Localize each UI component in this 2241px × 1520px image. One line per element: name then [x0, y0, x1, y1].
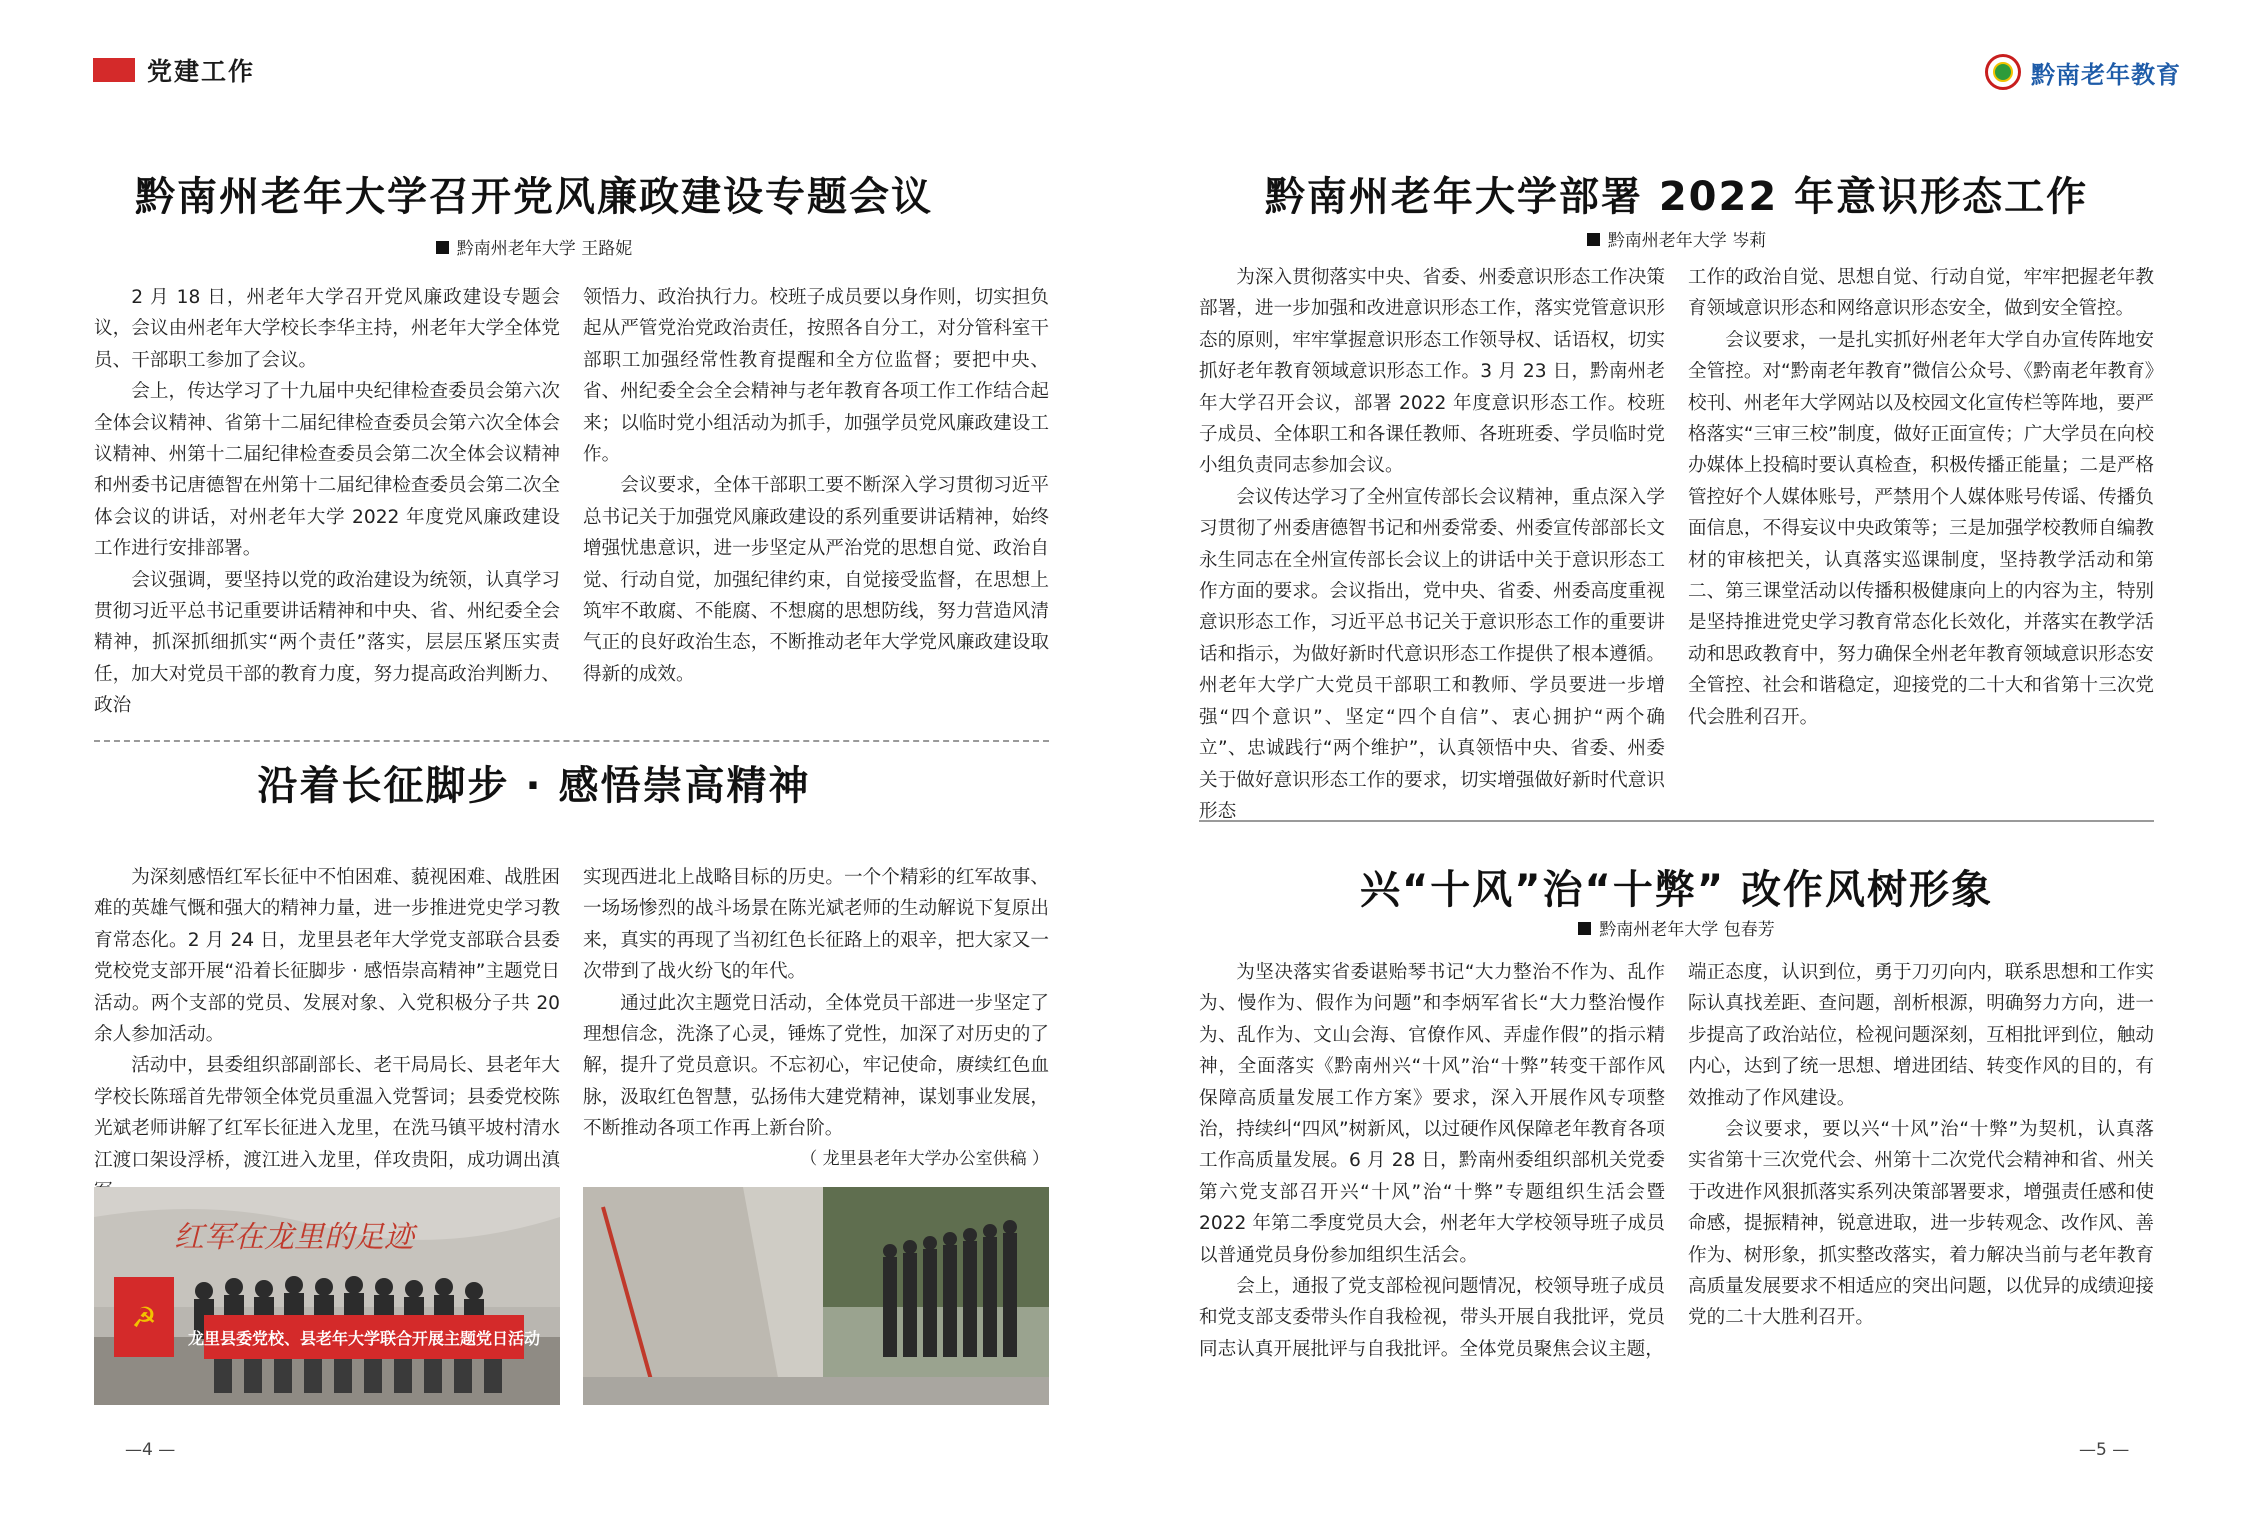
article1-title: 黔南州老年大学召开党风廉政建设专题会议	[135, 174, 933, 220]
article2-paragraph-continued: 实现西进北上战略目标的历史。一个个精彩的红军故事、一场场惨烈的战斗场景在陈光斌老师的生动解说下复原出来，真实的再现了当初红色长征路上的艰辛，把大家又一次带到了战火纷飞的年代。	[583, 867, 1049, 983]
article2-column-2	[583, 862, 1049, 1144]
byline-square-icon	[1587, 233, 1600, 246]
article1-paragraph: 会议要求，全体干部职工要不断深入学习贯彻习近平总书记关于加强党风廉政建设的系列重要讲话精神，始终增强忧患意识，进一步坚定从严治党的思想自觉、政治自觉、行动自觉，加强纪律约束，自觉接受监督，在思想上筑牢不敢腐、不能腐、不想腐的思想防线，努力营造风清气正的良好政治生态，不断推动老年大学党风廉政建设取得新的成效。	[583, 475, 1049, 685]
article4-byline-text: 黔南州老年大学 包春芳	[1599, 920, 1775, 940]
article1-paragraph: 会议强调，要坚持以党的政治建设为统领，认真学习贯彻习近平总书记重要讲话精神和中央、省、州纪委全会精神，抓深抓细抓实“两个责任”落实，层层压紧压实责任，加大对党员干部的教育力度，努力提高政治判断力、政治	[94, 569, 560, 717]
brand-name: 黔南老年教育	[2031, 60, 2181, 89]
article3-paragraph-continued: 工作的政治自觉、思想自觉、行动自觉，牢牢把握老年教育领域意识形态和网络意识形态安全，做到安全管控。	[1688, 267, 2154, 320]
article1-paragraph: 2 月 18 日，州老年大学召开党风廉政建设专题会议，会议由州老年大学校长李华主持，州老年大学全体党员、干部职工参加了会议。	[94, 287, 560, 371]
article2-photo-group	[94, 1187, 560, 1405]
article1-paragraph-continued: 领悟力、政治执行力。校班子成员要以身作则，切实担负起从严管党治党政治责任，按照各自分工，对分管科室干部职工加强经常性教育提醒和全方位监督；要把中央、省、州纪委全会全会精神与老年教育各项工作工作结合起来；以临时党小组活动为抓手，加强学员党风廉政建设工作。	[583, 287, 1049, 466]
article3-byline-text: 黔南州老年大学 岑莉	[1607, 231, 1767, 251]
article1-column-1	[94, 282, 560, 717]
article2-column-1	[94, 862, 560, 1176]
left-page-number: —4 —	[125, 1440, 176, 1460]
article4-column-2	[1688, 957, 2154, 1367]
brand-header	[1985, 54, 2181, 90]
article1-byline-text: 黔南州老年大学 王路妮	[456, 239, 633, 259]
article2-title: 沿着长征脚步 · 感悟崇高精神	[257, 763, 811, 809]
article4-paragraph: 会上，通报了党支部检视问题情况，校领导班子成员和党支部支委带头作自我检视，带头开展自我批评，党员同志认真开展批评与自我批评。全体党员聚焦会议主题，	[1199, 1276, 1665, 1360]
article2-paragraph: 活动中，县委组织部副部长、老干局局长、县老年大学校长陈瑶首先带领全体党员重温入党誓词；县委党校陈光斌老师讲解了红军长征进入龙里，在洗马镇平坡村清水江渡口架设浮桥，渡江进入龙里，佯攻贵阳，成功调出滇	[94, 1055, 560, 1171]
article4-title: 兴“十风”治“十弊” 改作风树形象	[1359, 867, 1994, 913]
article1-byline	[94, 234, 974, 259]
oath-photo-image	[583, 1187, 1049, 1405]
group-photo-image	[94, 1187, 560, 1405]
article2-paragraph: 为深刻感悟红军长征中不怕困难、藐视困难、战胜困难的英雄气慨和强大的精神力量，进一步推进党史学习教育常态化。2 月 24 日，龙里县老年大学党支部联合县委党校党支部开展“沿着长征脚步 · 感悟崇高精神”主题党日活动。两个支部的党员、发展对象、入党积极分子共 20 余人参加活动。	[94, 867, 560, 1046]
article3-title: 黔南州老年大学部署 2022 年意识形态工作	[1264, 174, 2089, 220]
article1-paragraph: 会上，传达学习了十九届中央纪律检查委员会第六次全体会议精神、省第十二届纪律检查委员会第六次全体会议精神、州第十二届纪律检查委员会第二次全体会议精神和州委书记唐德智在州第十二届纪律检查委员会第二次全体会议的讲话，对州老年大学 2022 年度党风廉政建设工作进行安排部署。	[94, 381, 560, 560]
party-emblem-icon: ☭	[131, 1301, 157, 1334]
section-header	[93, 54, 255, 86]
article3-column-1	[1199, 262, 1665, 822]
right-page	[1121, 0, 2241, 1520]
article-divider	[94, 740, 1049, 742]
article1-column-2	[583, 282, 1049, 690]
section-label: 党建工作	[147, 57, 256, 86]
left-page	[0, 0, 1120, 1520]
banner-text: 龙里县委党校、县老年大学联合开展主题党日活动	[187, 1329, 541, 1348]
byline-square-icon	[1578, 922, 1591, 935]
article2-source: （ 龙里县老年大学办公室供稿 ）	[800, 1149, 1049, 1169]
article3-paragraph: 会议传达学习了全州宣传部长会议精神，重点深入学习贯彻了州委唐德智书记和州委常委、州委宣传部部长文永生同志在全州宣传部长会议上的讲话中关于意识形态工作方面的要求。会议指出，党中央、省委、州委高度重视意识形态工作，习近平总书记关于意识形态工作的重要讲话和指示，为做好新时代意识形态工作提供了根本遵循。州老年大学广大党员干部职工和教师、学员要进一步增强“四个意识”、坚定“四个自信”、衷心拥护“两个确立”、忠诚践行“两个维护”，认真领悟中央、省委、州委关于做好意识形态工作的要求，切实增强做好新时代意识形态	[1199, 486, 1665, 822]
article3-paragraph: 为深入贯彻落实中央、省委、州委意识形态工作决策部署，进一步加强和改进意识形态工作，落实党管意识形态的原则，牢牢掌握意识形态工作领导权、话语权，切实抓好老年教育领域意识形态工作。3 月 23 日，黔南州老年大学召开会议，部署 2022 年度意识形态工作。校班子成员、全体职工和各课任教师、各班班委、学员临时党小组负责同志参加会议。	[1199, 267, 1665, 477]
article4-paragraph: 为坚决落实省委谌贻琴书记“大力整治不作为、乱作为、慢作为、假作为问题”和李炳军省长“大力整治慢作为、乱作为、文山会海、官僚作风、弄虚作假”的指示精神，全面落实《黔南州兴“十风”治“十弊”转变干部作风保障高质量发展工作方案》要求，深入开展作风专项整治，持续纠“四风”树新风，以过硬作风保障老年教育各项工作高质量发展。6 月 28 日，黔南州委组织部机关党委第六党支部召开兴“十风”治“十弊”专题组织生活会暨 2022 年第二季度党员大会，州老年大学校领导班子成员以普通党员身份参加组织生活会。	[1199, 962, 1665, 1266]
article4-column-1	[1199, 957, 1665, 1397]
rock-inscription: 红军在龙里的足迹	[174, 1220, 414, 1255]
right-page-number: —5 —	[2079, 1440, 2130, 1460]
article3-paragraph: 会议要求，一是扎实抓好州老年大学自办宣传阵地安全管控。对“黔南老年教育”微信公众号、《黔南老年教育》校刊、州老年大学网站以及校园文化宣传栏等阵地，要严格落实“三审三校”制度，做好正面宣传；广大学员在向校办媒体上投稿时要认真检查，积极传播正能量；二是严格管控好个人媒体账号，严禁用个人媒体账号传谣、传播负面信息，不得妄议中央政策等；三是加强学校教师自编教材的审核把关，认真落实巡课制度，坚持教学活动和第二、第三课堂活动以传播积极健康向上的内容为主，特别是坚持推进党史学习教育常态化长效化，并落实在教学活动和思政教育中，努力确保全州老年教育领域意识形态安全管控、社会和谐稳定，迎接党的二十大和省第十三次党代会胜利召开。	[1688, 329, 2154, 728]
brand-logo-icon	[1985, 54, 2021, 90]
article4-paragraph: 会议要求，要以兴“十风”治“十弊”为契机，认真落实省第十三次党代会、州第十二次党代会精神和省、州关于改进作风狠抓落实系列决策部署要求，增强责任感和使命感，提振精神，锐意进取，进一步转观念、改作风、善作为、树形象，抓实整改落实，着力解决当前与老年教育高质量发展要求不相适应的突出问题，以优异的成绩迎接党的二十大胜利召开。	[1688, 1119, 2154, 1329]
article-divider	[1199, 820, 2154, 822]
article2-paragraph: 通过此次主题党日活动，全体党员干部进一步坚定了理想信念，洗涤了心灵，锤炼了党性，加深了对历史的了解，提升了党员意识。不忘初心，牢记使命，赓续红色血脉，汲取红色智慧，弘扬伟大建党精神，谋划事业发展，不断推动各项工作再上新台阶。	[583, 992, 1049, 1140]
article3-column-2	[1688, 262, 2154, 732]
article4-paragraph-continued: 端正态度，认识到位，勇于刀刃向内，联系思想和工作实际认真找差距、查问题，剖析根源，明确努力方向，进一步提高了政治站位，检视问题深刻，互相批评到位，触动内心，达到了统一思想、增进团结、转变作风的目的，有效推动了作风建设。	[1688, 962, 2154, 1109]
article4-byline	[1199, 915, 2154, 940]
byline-square-icon	[436, 241, 449, 254]
article2-photo-oath	[583, 1187, 1049, 1405]
section-color-bar	[93, 58, 135, 82]
article3-byline	[1199, 226, 2154, 251]
